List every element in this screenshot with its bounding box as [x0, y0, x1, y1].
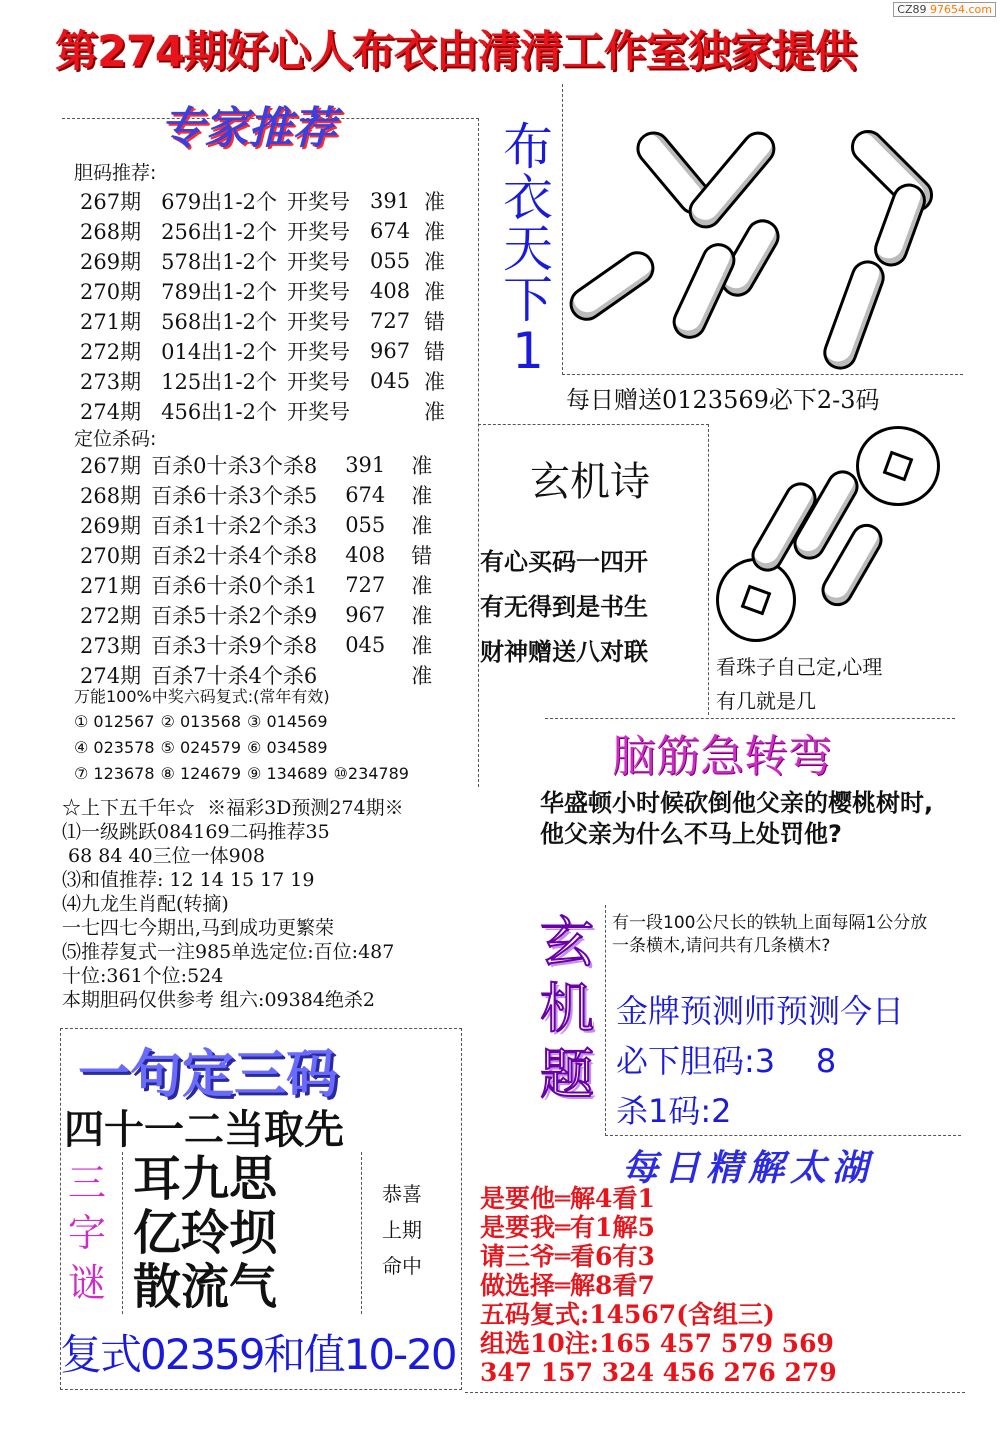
- riddle-label-char: 字: [67, 1211, 106, 1255]
- history-line: ⑸推荐复式一注985单选定位:百位:487: [62, 941, 395, 963]
- taihu-divider: [465, 1392, 965, 1393]
- period-cell: 272期: [80, 340, 142, 364]
- combo-cell: ⑦ 123678: [74, 763, 155, 783]
- period-cell: 271期: [80, 574, 142, 598]
- page-title: 第274期好心人布衣由清清工作室独家提供: [55, 27, 856, 77]
- period-cell: 269期: [80, 514, 142, 538]
- buyi-vertical-title: [498, 118, 558, 380]
- digit-7-right: [869, 179, 930, 271]
- combo-table: [74, 708, 415, 786]
- status-cell: 准: [424, 370, 445, 394]
- riddle-lines: [122, 1152, 362, 1314]
- status-cell: 错: [411, 544, 433, 568]
- table-row: [80, 630, 442, 660]
- period-cell: 268期: [80, 220, 142, 244]
- result-cell: 967: [370, 339, 411, 363]
- taihu-line: 347 157 324 456 276 279: [480, 1358, 837, 1387]
- history-line: ⑴一级跳跃084169二码推荐35: [62, 821, 330, 843]
- predict-line: 金牌预测师预测今日: [616, 992, 905, 1030]
- combo-cell: ⑨ 134689: [247, 763, 328, 783]
- status-cell: 准: [424, 400, 445, 424]
- table-row: [80, 306, 455, 336]
- status-cell: 准: [411, 484, 433, 508]
- daily-gift: 每日赠送0123569必下2-3码: [566, 386, 880, 414]
- kill-table: [80, 450, 442, 690]
- table-row: [80, 366, 455, 396]
- period-cell: 270期: [80, 544, 142, 568]
- result-cell: [370, 396, 424, 426]
- table-row: [80, 600, 442, 630]
- pick-cell: 679出1-2个: [161, 190, 277, 214]
- buyi-char: 布: [503, 118, 553, 176]
- pick-cell: 百杀6十杀0个杀1: [151, 574, 318, 598]
- buyi-char: 下: [503, 271, 553, 329]
- pick-cell: 578出1-2个: [161, 250, 277, 274]
- result-cell: 055: [370, 249, 411, 273]
- history-line: 一七四七今期出,马到成功更繁荣: [62, 917, 335, 939]
- table-row: [80, 246, 455, 276]
- hit-note-line: 上期: [382, 1218, 422, 1242]
- combo-cell: ⑤ 024579: [160, 737, 242, 757]
- xuanji-vertical-title: [532, 910, 602, 1108]
- taihu-line: 五码复式:14567(含组三): [480, 1300, 775, 1329]
- period-cell: 267期: [80, 454, 142, 478]
- poem-line: 财神赠送八对联: [480, 638, 648, 666]
- sentence-text: 四十一二当取先: [64, 1107, 344, 1153]
- beads-graphic: [706, 420, 951, 655]
- pick-cell: 789出1-2个: [161, 280, 277, 304]
- period-cell: 268期: [80, 484, 142, 508]
- label-cell: 开奖号: [287, 400, 350, 424]
- teaser-title: 脑筋急转弯: [612, 731, 832, 782]
- status-cell: 准: [411, 514, 433, 538]
- kill-label: 定位杀码:: [74, 428, 157, 450]
- expert-banner: 专家推荐: [160, 103, 336, 154]
- combo-cell: ④ 023578: [74, 737, 155, 757]
- status-cell: 准: [411, 604, 433, 628]
- pick-cell: 百杀0十杀3个杀8: [151, 454, 318, 478]
- riddle-label-char: 谜: [67, 1261, 106, 1305]
- coin-bottom: [716, 558, 796, 642]
- taihu-line: 做选择═解8看7: [480, 1271, 655, 1300]
- history-line: 本期胆码仅供参考 组六:09384绝杀2: [62, 989, 375, 1011]
- taihu-line: 是要他═解4看1: [480, 1184, 655, 1213]
- combo-cell: ⑥ 034589: [247, 737, 328, 757]
- big-digits-graphic: [565, 88, 945, 378]
- result-cell: 045: [370, 369, 411, 393]
- period-cell: 271期: [80, 310, 142, 334]
- status-cell: 准: [424, 250, 445, 274]
- table-row: [80, 216, 455, 246]
- history-line: ⑶和值推荐: 12 14 15 17 19: [62, 869, 315, 891]
- pick-cell: 百杀5十杀2个杀9: [151, 604, 318, 628]
- hit-note: [382, 1176, 422, 1284]
- poem-title: 玄机诗: [530, 459, 650, 505]
- pick-cell: 014出1-2个: [161, 340, 277, 364]
- riddle-line: 耳九思: [133, 1151, 278, 1207]
- digit-7-low: [819, 256, 890, 375]
- dan-table: [80, 186, 455, 426]
- status-cell: 错: [424, 340, 445, 364]
- result-cell: 055: [345, 513, 386, 537]
- taihu-line: 是要我═有1解5: [480, 1213, 655, 1242]
- buyi-char: 天: [503, 220, 553, 278]
- taihu-line: 请三爷═看6有3: [480, 1242, 655, 1271]
- coin-top: [856, 426, 940, 506]
- period-cell: 274期: [80, 664, 142, 688]
- history-line: 十位:361个位:524: [62, 965, 224, 987]
- pick-cell: 568出1-2个: [161, 310, 277, 334]
- period-cell: 272期: [80, 604, 142, 628]
- result-cell: 408: [370, 279, 411, 303]
- combo-cell: ⑩234789: [333, 763, 409, 783]
- pick-cell: 256出1-2个: [161, 220, 277, 244]
- result-cell: 408: [345, 543, 386, 567]
- combo-cell: ③ 014569: [247, 711, 328, 731]
- riddle-line: 亿玲坝: [133, 1205, 278, 1261]
- teaser-divider: [545, 718, 955, 719]
- table-row: [80, 540, 442, 570]
- history-line: ☆上下五千年☆ ※福彩3D预测274期※: [62, 797, 404, 819]
- status-cell: 准: [411, 454, 433, 478]
- predict-line: 杀1码:2: [616, 1092, 732, 1130]
- label-cell: 开奖号: [287, 340, 350, 364]
- bead-caption-line: 有几就是几: [716, 689, 816, 713]
- buyi-char: 衣: [503, 169, 553, 227]
- result-cell: 967: [345, 603, 386, 627]
- status-cell: 准: [411, 664, 433, 688]
- combo-cell: ⑧ 124679: [160, 763, 242, 783]
- label-cell: 开奖号: [287, 220, 350, 244]
- riddle-label: [62, 1158, 112, 1308]
- status-cell: 准: [424, 220, 445, 244]
- label-cell: 开奖号: [287, 310, 350, 334]
- bead-caption-line: 看珠子自己定,心理: [716, 655, 883, 679]
- table-row: [80, 570, 442, 600]
- label-cell: 开奖号: [287, 370, 350, 394]
- combo-cell: ② 013568: [160, 711, 242, 731]
- combo-row: [74, 760, 415, 786]
- period-cell: 270期: [80, 280, 142, 304]
- combo-row: [74, 708, 415, 734]
- period-cell: 267期: [80, 190, 142, 214]
- watermark-site: 97654.com: [930, 3, 992, 16]
- taihu-title: 每日精解太湖: [622, 1147, 875, 1189]
- history-line: ⑷九龙生肖配(转摘): [62, 893, 229, 915]
- result-cell: 727: [345, 573, 386, 597]
- result-cell: 391: [345, 453, 386, 477]
- taihu-lines: [480, 1184, 837, 1387]
- result-cell: 045: [345, 633, 386, 657]
- combo-cell: ① 012567: [74, 711, 155, 731]
- status-cell: 错: [424, 310, 445, 334]
- xuanji-char: 机: [540, 977, 594, 1040]
- period-cell: 273期: [80, 370, 142, 394]
- history-block: [62, 796, 502, 1012]
- label-cell: 开奖号: [287, 280, 350, 304]
- xuanji-question: 有一段100公尺长的铁轨上面每隔1公分放一条横木,请问共有几条横木?: [612, 913, 928, 956]
- label-cell: 开奖号: [287, 190, 350, 214]
- status-cell: 准: [411, 574, 433, 598]
- poem-line: 有心买码一四开: [480, 548, 648, 576]
- period-cell: 273期: [80, 634, 142, 658]
- pick-cell: 125出1-2个: [161, 370, 277, 394]
- table-row: [80, 480, 442, 510]
- site-watermark[interactable]: [893, 2, 996, 17]
- digit-3-bottom-left: [563, 245, 661, 328]
- poem-line: 有无得到是书生: [480, 593, 648, 621]
- table-row: [80, 186, 455, 216]
- status-cell: 准: [424, 190, 445, 214]
- label-cell: 开奖号: [287, 250, 350, 274]
- predict-line: 必下胆码:3 8: [616, 1042, 837, 1080]
- table-row: [80, 336, 455, 366]
- result-cell: 391: [370, 189, 411, 213]
- pick-cell: 456出1-2个: [161, 400, 277, 424]
- pick-cell: 百杀3十杀9个杀8: [151, 634, 318, 658]
- riddle-label-char: 三: [67, 1161, 106, 1205]
- combo-row: [74, 734, 415, 760]
- hit-note-line: 恭喜: [382, 1182, 422, 1206]
- result-cell: 674: [370, 219, 411, 243]
- combo-label: 万能100%中奖六码复式:(常年有效): [74, 687, 330, 706]
- table-row: [80, 450, 442, 480]
- result-cell: 674: [345, 483, 386, 507]
- riddle-line: 散流气: [133, 1259, 278, 1315]
- table-row: [80, 276, 455, 306]
- hit-note-line: 命中: [382, 1254, 422, 1278]
- teaser-question: 华盛顿小时候砍倒他父亲的樱桃树时,他父亲为什么不马上处罚他?: [540, 789, 934, 848]
- predict-lines: [616, 986, 904, 1136]
- xuanji-char: 玄: [540, 911, 594, 974]
- pick-cell: 百杀2十杀4个杀8: [151, 544, 318, 568]
- sentence-banner: 一句定三码: [78, 1045, 339, 1105]
- buyi-char: 1: [512, 322, 544, 380]
- status-cell: 准: [424, 280, 445, 304]
- result-cell: [345, 660, 411, 690]
- history-line: 68 84 40三位一体908: [62, 845, 265, 867]
- status-cell: 准: [411, 634, 433, 658]
- result-cell: 727: [370, 309, 411, 333]
- dan-label: 胆码推荐:: [74, 162, 157, 184]
- bead-caption: [716, 650, 882, 718]
- table-row: [80, 396, 455, 426]
- pick-cell: 百杀1十杀2个杀3: [151, 514, 318, 538]
- poem-panel: [478, 424, 709, 715]
- watermark-prefix: CZ89: [897, 3, 927, 16]
- pick-cell: 百杀7十杀4个杀6: [151, 664, 318, 688]
- table-row: [80, 510, 442, 540]
- period-cell: 274期: [80, 400, 142, 424]
- taihu-line: 组选10注:165 457 579 569: [480, 1329, 834, 1358]
- period-cell: 269期: [80, 250, 142, 274]
- xuanji-char: 题: [540, 1043, 594, 1106]
- pick-cell: 百杀6十杀3个杀5: [151, 484, 318, 508]
- multi-combo: 复式02359和值10-20: [60, 1330, 456, 1379]
